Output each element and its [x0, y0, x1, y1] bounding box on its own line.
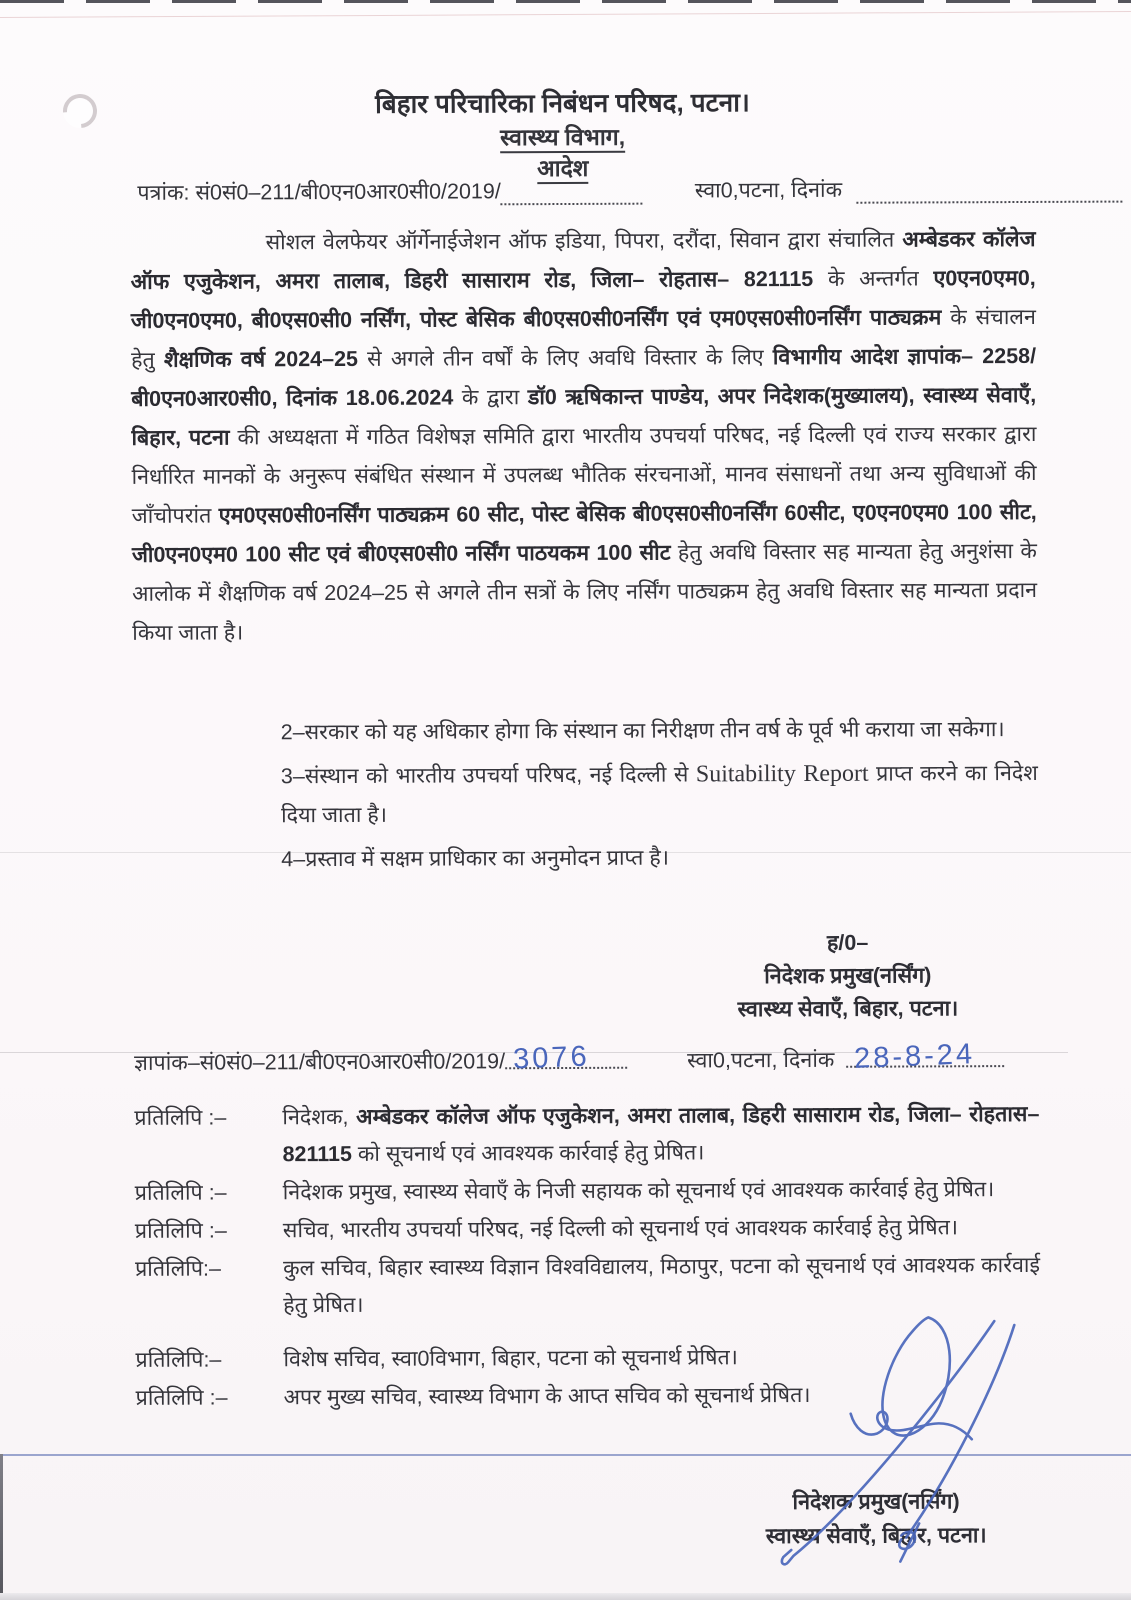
- order-body-paragraph: सोशल वेलफेयर ऑर्गेनाईजेशन ऑफ इडिया, पिपरा, दरौंदा, सिवान द्वारा संचालित अम्बेडकर कॉलेज ऑफ एजुकेशन, अमरा तालाब, डिहरी सासाराम रोड, जिला– रोहतास– 821115 के अन्तर्गत ए0एन0एम0, जी0एन0एम0, बी0एस0सी0 नर्सिंग, पोस्ट बेसिक बी0एस0सी0नर्सिंग एवं एम0एस0सी0नर्सिंग पाठ्यक्रम के संचालन हेतु शैक्षणिक वर्ष 2024–25 से अगले तीन वर्षों के लिए अवधि विस्तार के लिए विभागीय आदेश ज्ञापांक– 2258/बी0एन0आर0सी0, दिनांक 18.06.2024 के द्वारा डॉ0 ऋषिकान्त पाण्डेय, अपर निदेशक(मुख्यालय), स्वास्थ्य सेवाएँ, बिहार, पटना की अध्यक्षता में गठित विशेषज्ञ समिति द्वारा भारतीय उपचर्या परिषद, नई दिल्ली एवं राज्य सरकार द्वारा निर्धारित मानकों के अनुरूप संबंधित संस्थान में उपलब्ध भौतिक संरचनाओं, मानव संसाधनों तथा अन्य सुविधाओं की जाँचोपरांत एम0एस0सी0नर्सिंग पाठ्यक्रम 60 सीट, पोस्ट बेसिक बी0एस0सी0नर्सिंग 60सीट, ए0एन0एम0 100 सीट, जी0एन0एम0 100 सीट एवं बी0एस0सी0 नर्सिंग पाठयकम 100 सीट हेतु अवधि विस्तार सह मान्यता हेतु अनुशंसा के आलोक में शैक्षणिक वर्ष 2024–25 से अगले तीन सत्रों के लिए नर्सिंग पाठ्यक्रम हेतु अवधि विस्तार सह मान्यता प्रदान किया जाता है।: [130, 226, 1038, 645]
- memo-date-slot: [846, 1037, 1004, 1075]
- copy-row: [135, 1171, 1040, 1212]
- copy-label: प्रतिलिपि :–: [134, 1105, 227, 1130]
- copy-label: प्रतिलिपि:–: [135, 1347, 222, 1372]
- memo-number-slot: [505, 1040, 627, 1076]
- copy-label: प्रतिलिपि :–: [134, 1218, 227, 1243]
- handwritten-date: 28-8-24: [853, 1037, 976, 1075]
- clause-4: 4–प्रस्ताव में सक्षम प्राधिकार का अनुमोदन प्राप्त है।: [281, 845, 670, 872]
- copy-label: प्रतिलिपि:–: [134, 1256, 222, 1281]
- signature-name-squiggle: [851, 1411, 972, 1440]
- clause-2: 2–सरकार को यह अधिकार होगा कि संस्थान का निरीक्षण तीन वर्ष के पूर्व भी कराया जा सकेगा।: [280, 717, 1005, 745]
- copy-label: प्रतिलिपि :–: [134, 1180, 227, 1205]
- letter-number-blank: [501, 180, 643, 205]
- handwritten-memo-number: 3076: [512, 1040, 591, 1076]
- copy-recipient: विशेष सचिव, स्वा0विभाग, बिहार, पटना को सूचनार्थ प्रेषित।: [283, 1345, 738, 1372]
- copy-recipient: निदेशक, अम्बेडकर कॉलेज ऑफ एजुकेशन, अमरा तालाब, डिहरी सासाराम रोड, जिला– रोहतास– 821115 को सूचनार्थ एवं आवश्यक कार्रवाई हेतु प्रेषित।: [282, 1101, 1040, 1167]
- place-date-label: स्वा0,पटना, दिनांक: [694, 177, 843, 203]
- signatory-designation: निदेशक प्रमुख(नर्सिंग): [792, 1489, 960, 1515]
- memo-number-label: ज्ञापांक–सं0सं0–211/बी0एन0आर0सी0/2019/: [134, 1048, 506, 1075]
- order-heading-text: आदेश: [537, 155, 588, 184]
- signature-loop: [882, 1317, 950, 1435]
- memo-place-date-label: स्वा0,पटना, दिनांक: [687, 1047, 835, 1073]
- date-blank: [856, 178, 1122, 204]
- signature-flourish: [899, 1523, 919, 1561]
- memo-number-line: [134, 1037, 1044, 1077]
- copy-recipient: निदेशक प्रमुख, स्वास्थ्य सेवाएँ के निजी सहायक को सूचनार्थ एवं आवश्यक कार्रवाई हेतु प्रेषित।: [282, 1177, 995, 1205]
- signed-abbreviation: ह/0–: [826, 930, 869, 955]
- handwritten-signature: [742, 1293, 1043, 1594]
- document-title: बिहार परिचारिका निबंधन परिषद, पटना।: [375, 87, 750, 119]
- clause-3: 3–संस्थान को भारतीय उपचर्या परिषद, नई दिल्ली से Suitability Report प्राप्त करने का निदेश दिया जाता है।: [280, 760, 1038, 828]
- copy-row: [135, 1209, 1040, 1250]
- copy-recipient: सचिव, भारतीय उपचर्या परिषद, नई दिल्ली को सूचनार्थ एवं आवश्यक कार्रवाई हेतु प्रेषित।: [282, 1215, 959, 1243]
- department-subtitle-text: स्वास्थ्य विभाग,: [500, 124, 625, 154]
- copy-recipient: कुल सचिव, बिहार स्वास्थ्य विज्ञान विश्वविद्यालय, मिठापुर, पटना को सूचनार्थ एवं आवश्यक कार्रवाई हेतु प्रेषित।: [282, 1252, 1041, 1318]
- letter-number-label: पत्रांक: सं0सं0–211/बी0एन0आर0सी0/2019/: [137, 179, 501, 205]
- copy-label: प्रतिलिपि :–: [135, 1385, 228, 1410]
- signatory-designation: निदेशक प्रमुख(नर्सिंग): [764, 963, 932, 989]
- signatory-office: स्वास्थ्य सेवाएँ, बिहार, पटना।: [737, 996, 959, 1022]
- signatory-office: स्वास्थ्य सेवाएँ, बिहार, पटना।: [765, 1523, 987, 1549]
- copy-row: [134, 1096, 1039, 1174]
- signature-second-stroke: [905, 1325, 1015, 1537]
- copy-recipient: अपर मुख्य सचिव, स्वास्थ्य विभाग के आप्त सचिव को सूचनार्थ प्रेषित।: [283, 1382, 811, 1410]
- signature-block-top: [717, 926, 979, 1026]
- order-clauses: [281, 710, 1039, 884]
- reference-number-line: [137, 174, 1122, 207]
